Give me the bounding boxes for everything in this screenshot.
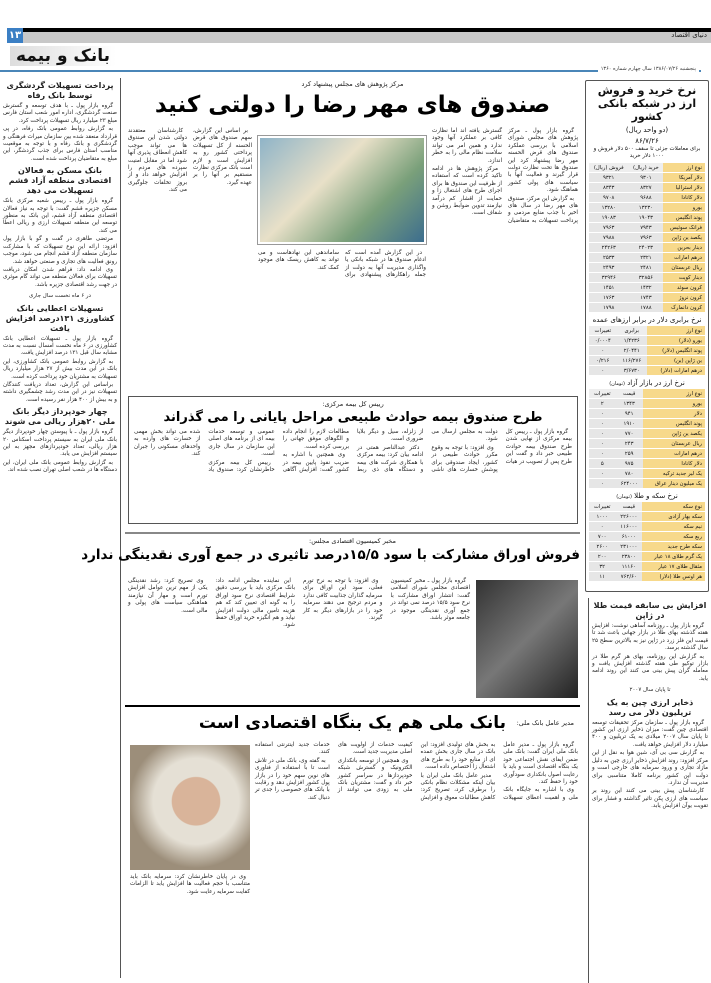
cell-value: ۹۷۰۸ [589, 193, 628, 202]
table-row [589, 273, 705, 282]
cell-value: ۱۳۲۸۰ [589, 203, 628, 212]
paragraph: کارشناسان پیش بینی می کنند این روند بر سیاست های ارزی پکن تاثیر گذاشته و فشار برای تقویت یوآن افزایش یابد. [592, 788, 708, 810]
boxed-kicker: رییس کل بیمه مرکزی: [322, 400, 384, 408]
cell-value: ۲۴۸۱ [628, 263, 663, 272]
table-row [589, 522, 705, 531]
table-row [589, 572, 705, 581]
paragraph: بر اساس این گزارش، سهم صندوق های قرض الحسنه از کل تسهیلات پرداختی کشور رو به افزایش است و لازم است بانک مرکزی نظارت مستقیم بر آنها را بر عهده گیرد. [193, 128, 252, 186]
column-header: نوع ارز [663, 163, 705, 172]
table-row [589, 303, 705, 312]
cell-value: ۱۷۴۳ [628, 293, 663, 302]
column-header: نوع سکه [642, 502, 705, 511]
cell-value: ۷۹۶۳ [589, 223, 628, 232]
table-row [589, 409, 705, 418]
row-label: هر اونس طلا (دلار) [642, 572, 705, 581]
table-row [589, 223, 705, 232]
cell-value: ۷۷۰ [616, 429, 643, 438]
bonds-article [81, 532, 580, 563]
table-row [589, 399, 705, 408]
cell-value: ۱۱۶۰۰۰ [615, 522, 642, 531]
cell-value: ۱/۴۲۳۶ [617, 336, 647, 345]
cell-value: ۲۵۹ [616, 449, 643, 458]
cell-value: ۰ [589, 366, 617, 375]
table-header-row [589, 163, 705, 172]
cell-value: ۱۷۶۳ [589, 293, 628, 302]
table-row [589, 542, 705, 551]
cell-value: ۷۹۸۸ [589, 233, 628, 242]
paragraph: به گفته وی، بانک ملی در تلاش است تا با استفاده از فناوری های نوین سهم خود را در بازار پول کشور افزایش دهد و رقابت با بانک های خصوصی را جدی تر دنبال کند. [255, 757, 330, 801]
row-label: یک میلیون دینار عراق [643, 479, 705, 488]
table-row [589, 293, 705, 302]
story-headline: بانک مسکن به فعالان اقتصادی منطقه آزاد قشم تسهیلات می دهد [8, 166, 112, 196]
bank-director-photo [130, 745, 250, 870]
cell-value: ۷۸۰ [616, 469, 643, 478]
paragraph: گروه بازار پول ـ رییس شعبه مرکزی بانک مسکن جزیره قشم گفت: با توجه به نیاز فعالان اقتصادی منطقه آزاد قشم، این بانک به منظور توسعه این منطقه تسهیلات ارزی و ریالی اعطا می کند. [3, 198, 117, 234]
row-label: فرانک سوئیس [663, 223, 705, 232]
table-row [589, 562, 705, 571]
cell-value: ۹۳۲۱ [589, 173, 628, 182]
row-label: درهم امارات [643, 449, 705, 458]
table-row [589, 183, 705, 192]
cell-value: ۳/۶۷۳۰ [617, 366, 647, 375]
cell-value: ۲۴۲۶۳ [589, 243, 628, 252]
cell-value: ۲۳۸۰۰ [615, 552, 642, 561]
paragraph: به گزارش سی بی آی، شین هوا به نقل از این مرکز افزود: روند افزایش ذخایر ارزی چین به دلیل مازاد تجاری و ورود سرمایه های خارجی است و دولت این کشور برنامه کاملا متناسبی برای مدیریت آن ندارد. [592, 750, 708, 786]
cell-value: ۶۱۰۰۰ [615, 532, 642, 541]
cell-value: ۲۴۰۲۳ [628, 243, 663, 252]
row-label: دلار کانادا [643, 459, 705, 468]
row-label: یک لیر جدید ترکیه [643, 469, 705, 478]
cell-value: ۹۳۰۱ [628, 173, 663, 182]
row-label: دلار آمریکا [663, 173, 705, 182]
cell-value: ۰ [589, 409, 616, 418]
paragraph: وی با اشاره به جایگاه بانک ملی و اهمیت اعطای تسهیلات به بخش های تولیدی افزود: این بانک در سال جاری بخش عمده ای از منابع خود را به طرح های اشتغال زا اختصاص داده است. [420, 742, 578, 801]
cell-value: ۱۹۱۰ [616, 419, 643, 428]
column-header: خرید (ریال) [628, 163, 663, 172]
cell-value: ۲۲۶۰۰۰ [615, 512, 642, 521]
paragraph: وی تصریح کرد: رشد نقدینگی یکی از مهم ترین عوامل افزایش تورم است و مهار آن نیازمند هماهنگی سیاست های پولی و مالی است. [128, 578, 208, 614]
table-row [589, 512, 705, 521]
column-header: فروش (ریال) [589, 163, 628, 172]
table-row [589, 366, 705, 375]
paragraph: براساس این گزارش، تعداد دریافت کنندگان تسهیلات نیز در این مدت رشد چشمگیری داشته و به بیش از ۴۰۰ هزار نفر رسیده است. [3, 381, 117, 403]
paragraph: این نماینده مجلس ادامه داد: بانک مرکزی باید با بررسی دقیق شرایط اقتصادی نرخ سود اوراق را به گونه ای تعیین کند که هم هزینه تامین مالی دولت افزایش نیابد و هم انگیزه خرید اوراق حفظ شود. [215, 578, 295, 629]
paper-name: دنیای اقتصاد [671, 31, 707, 39]
row-label: دینار کویت [663, 273, 705, 282]
story-headline: تسهیلات اعطایی بانک کشاورزی ۱۳۱درصد افزایش یافت [5, 303, 115, 333]
paragraph: کارشناسان معتقدند دولتی شدن این صندوق ها می تواند موجب کاهش انعطاف پذیری آنها شود اما در مقابل امنیت سپرده های مردم را افزایش خواهد داد و از بروز تخلفات جلوگیری می کند. [128, 128, 187, 194]
section-rule [0, 70, 701, 72]
cell-value: ۹۶۸۸ [628, 193, 663, 202]
cell-value: ۹۷۵ [616, 459, 643, 468]
cell-value: ۱۱۶/۲۷۶ [617, 356, 647, 365]
table-row [589, 336, 705, 345]
column-header: تغییرات [589, 389, 616, 398]
cell-value: ۳۲۹۴۶ [589, 273, 628, 282]
free-market-unit: (تومان) [609, 381, 625, 387]
section-title: بانک و بیمه [10, 46, 116, 66]
cell-value: ۳۲ [589, 562, 615, 571]
main-headline: صندوق های مهر رضا را دولتی کنید [154, 92, 551, 118]
table-row [589, 193, 705, 202]
cell-value: ۱۳۲۳۰ [628, 203, 663, 212]
cell-value: ۵ [589, 459, 616, 468]
story-headline: ذخایر ارزی چین به یک تریلیون دلار می رسد [606, 697, 694, 717]
cell-value: ۰ [589, 419, 616, 428]
row-label: ریال عربستان [643, 439, 705, 448]
bank-melli-article [125, 705, 580, 735]
cell-value: ۰ [589, 439, 616, 448]
main-kicker: مرکز پژوهش های مجلس پیشنهاد کرد [301, 80, 404, 88]
table-row [589, 552, 705, 561]
row-label: مثقال طلای ۱۷ عیار [642, 562, 705, 571]
story-headline: افزایش بی سابقه قیمت طلا در ژاپن [593, 601, 707, 620]
cell-value: ۰ [589, 479, 616, 488]
paragraph: وی همچنین با اشاره به ضریب نفوذ پایین بیمه در کشور گفت: افزایش آگاهی عمومی و توسعه خدمات بیمه ای از برنامه های اصلی این سازمان در سال جاری است. [208, 429, 350, 474]
row-label: دینار بحرین [663, 243, 705, 252]
cell-value: ۷۰۰ [589, 532, 615, 541]
bonds-headline: فروش اوراق مشارکت با سود ۱۵/۵درصد تاثیری در جمع آوری نقدینگی ندارد [81, 547, 580, 563]
main-article-body-left [128, 128, 252, 390]
cell-value: ۲۵۳۳ [589, 253, 628, 262]
main-article-body [432, 128, 578, 390]
table-row [589, 243, 705, 252]
bonds-kicker: مخبر کمیسیون اقتصادی مجلس: [309, 537, 396, 545]
cell-value: ۲۴۹۳ [589, 263, 628, 272]
cell-value: ۲۰۰ [589, 552, 615, 561]
row-label: سکه بهار آزادی [642, 512, 705, 521]
table-row [589, 253, 705, 262]
table-row [589, 173, 705, 182]
main-article-image [258, 136, 426, 244]
cell-value: ۱۰۰۰ [589, 512, 615, 521]
gold-unit: (تومان) [616, 494, 632, 500]
paragraph: گروه بازار پول ـ با پیوستن چهار خودپرداز دیگر بانک ملی ایران به سیستم پرداخت اسکناس ۲۰ هزار ریالی، تعداد خودپردازهای مجهز به این سیستم افزایش می یابد. [3, 429, 117, 458]
cell-value: ۰ [589, 346, 617, 355]
cell-value: ۰ [589, 449, 616, 458]
cell-value: ۳۲۸۵۶ [628, 273, 663, 282]
column-divider [120, 78, 121, 978]
row-label: یک گرم طلای ۱۸ عیار [642, 552, 705, 561]
table-row [589, 263, 705, 272]
row-label: پوند انگلیس (دلار) [647, 346, 705, 355]
rates-title: نرخ خرید و فروش ارز در شبکه بانکی کشور [597, 84, 697, 123]
paragraph: گروه بازار پول ـ مخبر کمیسیون اقتصادی مجلس شورای اسلامی گفت: انتشار اوراق مشارکت با نرخ سود ۱۵/۵ درصد نمی تواند در جمع آوری نقدینگی موجود در جامعه موثر باشد. [390, 578, 470, 622]
column-header: تغییرات [589, 326, 617, 335]
cell-value: ۰/۲۱۶ [589, 356, 617, 365]
row-label: ین ژاپن (ین) [647, 356, 705, 365]
table-row [589, 346, 705, 355]
cell-value: ۰/۰۰۰۴ [589, 336, 617, 345]
cell-value: ۰ [589, 522, 615, 531]
bank-melli-kicker: مدیر عامل بانک ملی: [516, 719, 574, 727]
cell-value: ۲۶۰۰ [589, 542, 615, 551]
boxed-headline: طرح صندوق بیمه حوادث طبیعی مراحل پایانی را می گذراند [163, 410, 543, 425]
paragraph: گروه بازار پول ـ مدیر عامل بانک ملی ایران گفت: بانک ملی ضمن ایفای نقش اجتماعی خود یک بنگاه اقتصادی است و باید با رعایت اصول بانکداری سودآوری خود را حفظ کند. [503, 742, 578, 786]
paragraph: به گزارش این مرکز، صندوق های مهر رضا در سال های اخیر با جذب منابع مردمی و پرداخت تسهیلات به متقاضیان گسترش یافته اند اما نظارت کافی بر عملکرد آنها وجود ندارد و همین امر می تواند سلامت نظام مالی را به خطر اندازد. [432, 128, 578, 224]
bank-melli-article-body-continued [130, 874, 250, 980]
cell-value: ۲ [589, 399, 616, 408]
paragraph: وی همچنین از توسعه بانکداری الکترونیک و گسترش شبکه خودپردازها در سراسر کشور خبر داد و گفت: مشتریان بانک ملی به زودی می توانند از خدمات جدید اینترنتی استفاده کنند. [255, 742, 413, 794]
cell-value: ۲۳۱۰۰۰ [615, 542, 642, 551]
paragraph: گروه بازار پول ـ سازمان مرکز تحقیقات توسعه اقتصادی چین گفت: میزان ذخایر ارزی این کشور تا پایان سال ۲۰۰۷ میلادی به یک تریلیون و ۴۰۰ میلیارد دلار افزایش خواهد یافت. [592, 719, 708, 748]
cell-value: ۷۹۶۳ [628, 233, 663, 242]
row-label: یورو (دلار) [647, 336, 705, 345]
row-label: نیم سکه [642, 522, 705, 531]
bank-rates-table [589, 162, 705, 313]
paragraph: وی افزود: با توجه به وقوع مکرر حوادث طبیعی در کشور، ایجاد صندوقی برای پوشش خسارت های ناشی از زلزله، سیل و دیگر بلایا ضروری است. [357, 429, 498, 474]
cell-value: ۲/۰۴۴۱ [617, 346, 647, 355]
paragraph: به گزارش روابط عمومی بانک رفاه، در پی قرارداد منعقد شده بین سازمان میراث فرهنگی و گردشگری و بانک رفاه و با توجه به موقعیت مناسب استان فارس برای جذب گردشگر، این مبلغ به متقاضیان پرداخت شده است. [3, 126, 117, 162]
exchange-rates-box [585, 80, 709, 592]
paragraph: گروه بازار پول ـ رییس کل بیمه مرکزی از نهایی شدن طرح صندوق بیمه حوادث طبیعی خبر داد و گفت این طرح پس از تصویب در هیات دولت به مجلس ارسال می شود. [431, 429, 572, 465]
cell-value: ۰ [589, 429, 616, 438]
bank-melli-headline: بانک ملی هم یک بنگاه اقتصادی است [198, 713, 507, 733]
paragraph: در این گزارش آمده است که ادغام صندوق ها در شبکه بانکی یا واگذاری مدیریت آنها به دولت از جمله راهکارهای پیشنهادی برای ساماندهی این نهادهاست و می تواند به کاهش ریسک های موجود کمک کند. [258, 250, 426, 279]
dateline: پنجشنبه ۱۳۸۶/۰۷/۲۶ سال چهارم شماره ۱۳۶۰ [598, 66, 699, 72]
row-label: کرون نروژ [663, 293, 705, 302]
right-column-news [592, 598, 708, 980]
paragraph: وی در پایان خاطرنشان کرد: سرمایه بانک باید متناسب با حجم فعالیت ها افزایش یابد تا الزامات کفایت سرمایه رعایت شود. [130, 874, 250, 895]
column-header: قیمت [615, 502, 642, 511]
gold-coin-table [589, 501, 705, 582]
column-header: نوع ارز [643, 389, 705, 398]
cell-value: ۱۹۰۴۳ [628, 213, 663, 222]
table-header-row [589, 326, 705, 335]
row-label: دلار [643, 409, 705, 418]
cell-value: ۷۶۲/۶۰ [615, 572, 642, 581]
paragraph: رییس کل بیمه مرکزی خاطرنشان کرد: صندوق یاد شده می تواند بخش مهمی از خسارت های وارده به واحدهای مسکونی را جبران کند. [134, 429, 275, 474]
paragraph: گروه بازار پول ـ روزنامه آساهی نوشت: افزایش هفته گذشته بهای طلا در بازار جهانی باعث شد تا قیمت این فلز زرد در ژاپن نیز به بالاترین سطح ۲۵ سال گذشته برسد. [592, 623, 708, 652]
cell-value: ۱۱۱۶۰ [615, 562, 642, 571]
cell-value: ۸۳۴۳ [589, 183, 628, 192]
row-label: کرون سوئد [663, 283, 705, 292]
official-photo [476, 580, 578, 698]
row-label: درهم امارات [663, 253, 705, 262]
cell-value: ۰ [589, 469, 616, 478]
table-row [589, 459, 705, 468]
cell-value: ۱۴۳۲ [628, 283, 663, 292]
table-row [589, 203, 705, 212]
row-label: پوند انگلیس [663, 213, 705, 222]
cell-value: ۸۳۲۷ [628, 183, 663, 192]
table-row [589, 532, 705, 541]
table-row [589, 283, 705, 292]
column-header: برابری [617, 326, 647, 335]
table-row [589, 233, 705, 242]
story-kicker: در ۶ ماه نخست سال جاری [28, 293, 92, 300]
column-header: نوع ارز [647, 326, 705, 335]
paragraph: وی ادامه داد: فراهم شدن امکان دریافت تسهیلات برای فعالان منطقه می تواند گام موثری در جهت رشد اقتصادی جزیره باشد. [3, 266, 117, 288]
table-row [589, 449, 705, 458]
parity-table [589, 325, 705, 376]
table-row [589, 469, 705, 478]
rates-note: برای معاملات جزئی تا سقف ۵۰۰ دلار فروش و ۱۰۰۰ دلار خرید [593, 146, 701, 159]
main-article-body-under-image [258, 250, 426, 390]
cell-value: ۱۷۹۸ [589, 303, 628, 312]
story-kicker: تا پایان سال ۲۰۰۷ [629, 687, 671, 694]
cell-value: ۲۴۳ [616, 439, 643, 448]
cell-value: ۱۴۵۱ [589, 283, 628, 292]
row-label: دلار استرالیا [663, 183, 705, 192]
row-label: درهم امارات (دلار) [647, 366, 705, 375]
table-row [589, 213, 705, 222]
story-headline: چهار خودپرداز دیگر بانک ملی ۲۰هزار ریالی می شوند [4, 407, 116, 427]
table-row [589, 429, 705, 438]
row-label: ربع سکه [642, 532, 705, 541]
page-number: ۱۳ [8, 30, 22, 41]
paragraph: به گزارش روابط عمومی بانک ملی ایران، این دستگاه ها در شعب اصلی تهران نصب شده اند. [3, 459, 117, 474]
cell-value: ۶۲۴۰۰۰ [616, 479, 643, 488]
paragraph: به گزارش روابط عمومی بانک کشاورزی، این بانک در این مدت بیش از ۲۷ هزار میلیارد ریال تسهیلات به مشتریان خود پرداخت کرده است. [3, 358, 117, 380]
cell-value: ۷۹۴۳ [628, 223, 663, 232]
row-label: یکصد ین ژاپن [663, 233, 705, 242]
cell-value: ۱۳۴۳ [616, 399, 643, 408]
row-label: یکصد ین ژاپن [643, 429, 705, 438]
paragraph: مرتضی طاهری در گفت و گو با بازار پول افزود: ارائه این نوع تسهیلات که با مشارکت سازمان منطقه آزاد قشم انجام می شود، موجب رونق فعالیت های تجاری و صنعتی خواهد شد. [3, 236, 117, 265]
cell-value: ۱۹۰۸۳ [589, 213, 628, 222]
rates-date: ۸۶/۷/۲۶ [635, 137, 659, 145]
left-column-news [3, 78, 117, 978]
cell-value: ۹۴۱ [616, 409, 643, 418]
paragraph: دکتر عبدالناصر همتی در ادامه بیان کرد: بیمه مرکزی با همکاری شرکت های بیمه و دستگاه های ذی ربط مطالعات لازم را انجام داده و الگوهای موفق جهانی را بررسی کرده است. [282, 429, 424, 474]
row-label: کرون دانمارک [663, 303, 705, 312]
boxed-article [128, 396, 578, 524]
boxed-article-body [134, 429, 572, 515]
header-band [22, 32, 711, 43]
table-header-row [589, 389, 705, 398]
row-label: یورو [643, 399, 705, 408]
story-headline: پرداخت تسهیلات گردشگری توسط بانک رفاه [6, 81, 114, 100]
table-row [589, 479, 705, 488]
table-row [589, 356, 705, 365]
paragraph: گروه بازار پول ـ مرکز پژوهش های مجلس شورای اسلامی با بررسی عملکرد صندوق های قرض الحسنه مهر رضا پیشنهاد کرد این صندوق ها تحت نظارت دولت قرار گیرند و فعالیت آنها با سیاست های پولی کشور هماهنگ شود. [508, 128, 578, 194]
table-row [589, 439, 705, 448]
cell-value: ۱۱ [589, 572, 615, 581]
paragraph: گروه بازار پول ـ تسهیلات اعطایی بانک کشاورزی در ۶ ماه نخست امسال نسبت به مدت مشابه سال قبل ۱۳۱ درصد افزایش یافت. [3, 335, 117, 357]
row-label: دلار کانادا [663, 193, 705, 202]
column-divider [588, 598, 589, 983]
free-market-title: نرخ ارز در بازار آزاد [627, 379, 685, 387]
column-header: قیمت [616, 389, 643, 398]
row-label: سکه طرح جدید [642, 542, 705, 551]
rates-unit: (دو واحد ریال) [625, 126, 669, 134]
cell-value: ۲۳۲۱ [628, 253, 663, 262]
main-article [125, 80, 580, 118]
row-label: یورو [663, 203, 705, 212]
table-header-row [589, 502, 705, 511]
parity-title: نرخ برابری دلار در برابر ارزهای عمده [592, 316, 702, 324]
free-market-table [589, 388, 705, 489]
row-label: پوند انگلیس [643, 419, 705, 428]
bonds-article-body [128, 578, 470, 696]
column-header: تغییرات [589, 502, 615, 511]
paragraph: مدیر عامل بانک ملی ایران با بیان اینکه مشکلات نظام بانکی را برطرف کرد، تصریح کرد: کاهش مطالبات معوق و افزایش کیفیت خدمات از اولویت های اصلی مدیریت جدید است. [337, 742, 496, 801]
paragraph: مرکز پژوهش ها در ادامه تاکید کرده است که استفاده از ظرفیت این صندوق ها برای اجرای طرح های اشتغال زا و حمایت از اقشار کم درآمد نیازمند تدوین ضوابط روشن و شفاف است. [432, 166, 502, 217]
row-label: ریال عربستان [663, 263, 705, 272]
gold-title: نرخ سکه و طلا [634, 492, 678, 500]
bank-melli-article-body [255, 742, 578, 980]
paragraph: وی افزود: با توجه به نرخ تورم فعلی، سود این اوراق برای سرمایه گذاران جذابیت کافی ندارد و مردم ترجیح می دهند سرمایه خود را در بازارهای دیگر به کار گیرند. [303, 578, 383, 622]
paragraph: به گزارش این روزنامه، بهای هر گرم طلا در بازار توکیو طی هفته گذشته افزایش یافت و معامله گران پیش بینی می کنند این روند ادامه یابد. [592, 653, 708, 682]
table-row [589, 419, 705, 428]
paragraph: گروه بازار پول ـ با هدف توسعه و گسترش صنعت گردشگری، اداره امور شعب استان فارس مبلغ ۲۳ میلیارد ریال تسهیلات پرداخت کرد. [3, 103, 117, 124]
cell-value: ۱۷۸۸ [628, 303, 663, 312]
